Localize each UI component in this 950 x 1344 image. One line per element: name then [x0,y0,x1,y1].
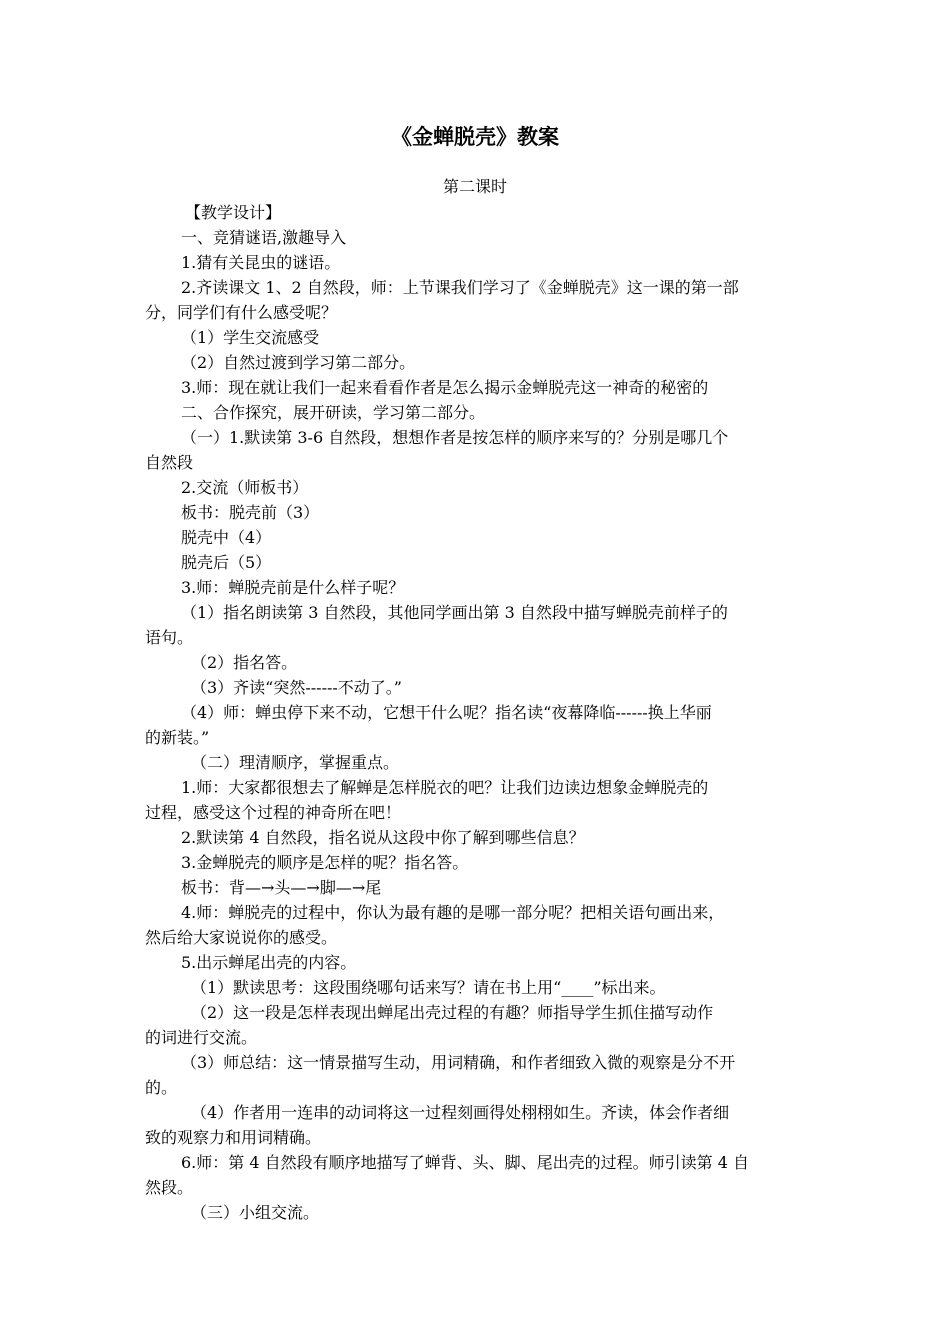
document-line: 二、合作探究，展开研读，学习第二部分。 [181,403,486,422]
document-line: 2.默读第 4 自然段，指名说从这段中你了解到哪些信息？ [181,828,585,847]
document-line: （1）指名朗读第 3 自然段，其他同学画出第 3 自然段中描写蝉脱壳前样子的 [181,603,728,622]
document-line: 分，同学们有什么感受呢？ [145,303,338,322]
document-line: 语句。 [145,628,194,647]
document-line: 板书：背—→头—→脚—→尾 [181,878,382,897]
document-line: 4.师：蝉脱壳的过程中，你认为最有趣的是哪一部分呢？把相关语句画出来， [181,903,725,922]
document-line: 3.金蝉脱壳的顺序是怎样的呢？指名答。 [181,853,469,872]
document-line: 1.师：大家都很想去了解蝉是怎样脱衣的吧？让我们边读边想象金蝉脱壳的 [181,778,709,797]
document-line: 5.出示蝉尾出壳的内容。 [181,953,357,972]
document-subtitle: 第二课时 [442,177,507,196]
document-line: 然后给大家说说你的感受。 [145,928,338,947]
document-line: （2）自然过渡到学习第二部分。 [181,353,416,372]
document-line: 3.师：现在就让我们一起来看看作者是怎么揭示金蝉脱壳这一神奇的秘密的 [181,378,709,397]
document-body [145,200,810,1225]
document-line: 然段。 [145,1178,194,1197]
document-line: 板书：脱壳前（3） [181,503,320,522]
document-line: （1）学生交流感受 [181,328,320,347]
document-line: （4）作者用一连串的动词将这一过程刻画得处栩栩如生。齐读，体会作者细 [191,1103,730,1122]
document-line: （2）这一段是怎样表现出蝉尾出壳过程的有趣？师指导学生抓住描写动作 [191,1003,714,1022]
document-line: 1.猜有关昆虫的谜语。 [181,253,341,272]
document-line: （三）小组交流。 [191,1203,320,1222]
document-line: 2.交流（师板书） [181,478,309,497]
document-line: （3）师总结：这一情景描写生动，用词精确，和作者细致入微的观察是分不开 [181,1053,736,1072]
document-line: 的。 [145,1078,178,1097]
document-line: 的词进行交流。 [145,1028,258,1047]
document-line: 2.齐读课文 1、2 自然段，师：上节课我们学习了《金蝉脱壳》这一课的第一部 [181,278,739,297]
document-line: （2）指名答。 [191,653,298,672]
document-line: 的新装。” [145,728,210,747]
document-line: 自然段 [145,453,194,472]
document-line: 脱壳中（4） [181,528,272,547]
document-line: （二）理清顺序，掌握重点。 [191,753,400,772]
document-line: 致的观察力和用词精确。 [145,1128,322,1147]
document-line: （一）1.默读第 3-6 自然段，想想作者是按怎样的顺序来写的？分别是哪几个 [181,428,729,447]
document-line: （3）齐读“突然------不动了。” [191,678,402,697]
document-line: 一、竞猜谜语,激趣导入 [181,228,347,247]
document-title: 《金蝉脱壳》教案 [391,124,559,149]
document-line: 脱壳后（5） [181,553,272,572]
document-line: 过程，感受这个过程的神奇所在吧！ [145,803,402,822]
document-line: 6.师：第 4 自然段有顺序地描写了蝉背、头、脚、尾出壳的过程。师引读第 4 自 [181,1153,749,1172]
document-line: （4）师：蝉虫停下来不动，它想干什么呢？指名读“夜幕降临------换上华丽 [181,703,712,722]
document-line: （1）默读思考：这段围绕哪句话来写？请在书上用“____”标出来。 [191,978,666,997]
document-line: 【教学设计】 [185,203,282,222]
document-line: 3.师：蝉脱壳前是什么样子呢？ [181,578,405,597]
